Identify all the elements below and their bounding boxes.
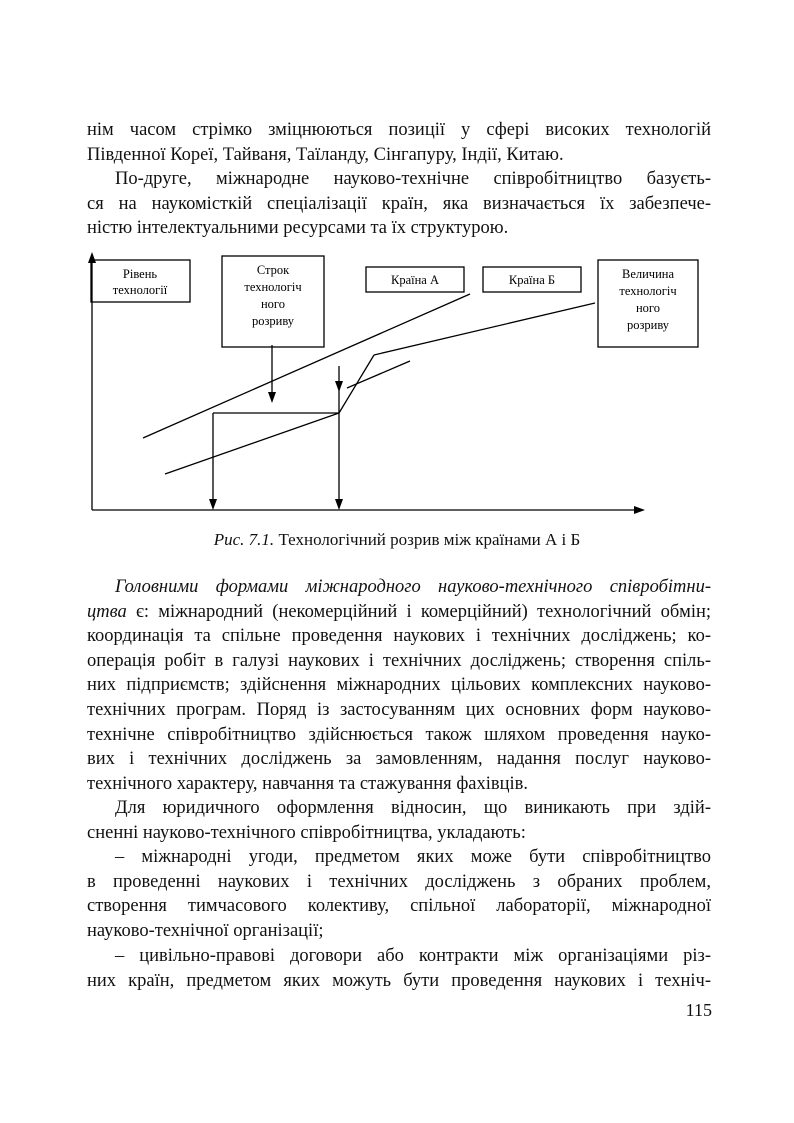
text-line: технічних програм. Поряд із застосуванням цих основних форм науково- [87, 699, 711, 720]
country-a-label: Країна А [391, 273, 439, 287]
country-b-line-upper [374, 303, 595, 355]
country-b-line-lower [165, 413, 339, 474]
page-number: 115 [685, 1000, 712, 1020]
text-line: ністю інтелектуальними ресурсами та їх структурою. [87, 218, 509, 239]
text-fragment: є: міжнародний (некомерційний і комерційний) технологічний обмін; [126, 601, 711, 622]
magnitude-box-line: розриву [626, 318, 670, 332]
text-line: технічне співробітництво здійснюється також шляхом проведення науко- [87, 724, 711, 745]
italic-lead: Головними формами міжнародного науково-технічного співробітни- [115, 577, 711, 597]
text-line: сненні науково-технічного співробітництва, укладають: [87, 822, 526, 843]
magnitude-box-line: ного [635, 301, 661, 315]
x-axis-arrowhead [634, 506, 645, 514]
magnitude-pointer-arrowhead [335, 381, 343, 392]
bullet-item-agreements [87, 845, 711, 943]
text-line: ся на наукомісткій спеціалізації країн, яка визначається їх забезпече- [87, 193, 711, 214]
country-a-line [143, 294, 470, 438]
text-line [87, 575, 711, 600]
gap-end-arrowhead [335, 499, 343, 510]
legal-paragraph [87, 796, 711, 845]
term-box-line: технологіч [244, 280, 302, 294]
second-paragraph [87, 167, 711, 241]
text-line: технічного характеру, навчання та стажування фахівців. [87, 773, 529, 794]
text-line: – міжнародні угоди, предметом яких може бути співробітництво [115, 847, 711, 867]
text-line: операція робіт в галузі наукових і технічних досліджень; створення спіль- [87, 650, 711, 671]
level-box-line: технології [112, 283, 168, 297]
text-line: нім часом стрімко зміцнюються позиції у сфері високих технологій [87, 120, 711, 140]
text-line: – цивільно-правові договори або контракти між організаціями різ- [115, 946, 711, 966]
text-line: них підприємств; здійснення міжнародних цільових комплексних науково- [87, 675, 711, 696]
figure-caption [0, 530, 794, 550]
text-line [87, 600, 711, 625]
text-line: Південної Кореї, Тайваня, Таїланду, Сінгапуру, Індії, Китаю. [87, 144, 564, 165]
text-line: вих і технічних досліджень за замовленням, надання послуг науково- [87, 749, 711, 770]
text-line: науково-технічної організації; [87, 920, 324, 941]
text-line: Для юридичного оформлення відносин, що виникають при здій- [115, 798, 711, 818]
magnitude-pointer-line [347, 361, 410, 388]
caption-text: Технологічний розрив між країнами А і Б [274, 530, 581, 549]
level-box-line: Рівень [122, 267, 158, 281]
top-paragraph [87, 118, 711, 167]
gap-start-arrowhead [209, 499, 217, 510]
country-b-label: Країна Б [508, 273, 556, 287]
term-pointer-arrowhead [268, 392, 276, 403]
y-axis-arrowhead [88, 252, 96, 263]
bullet-item-contracts [87, 944, 711, 993]
magnitude-box-line: Величина [621, 267, 675, 281]
italic-term: цтва [87, 601, 127, 622]
term-box-line: розриву [251, 314, 295, 328]
text-line: в проведенні наукових і технічних досліджень з обраних проблем, [87, 871, 711, 892]
term-box-line: Строк [256, 263, 290, 277]
text-line: них країн, предметом яких можуть бути проведення наукових і техніч- [87, 970, 711, 991]
forms-paragraph [87, 575, 711, 796]
caption-prefix: Рис. 7.1. [213, 530, 275, 549]
text-line: створення тимчасового колективу, спільної лабораторії, міжнародної [87, 896, 711, 917]
text-line: координація та спільне проведення наукових і технічних досліджень; ко- [87, 626, 711, 647]
magnitude-box-line: технологіч [619, 284, 677, 298]
term-box-line: ного [260, 297, 286, 311]
text-line: По-друге, міжнародне науково-технічне співробітництво базуєть- [115, 169, 711, 189]
technology-gap-diagram [85, 248, 710, 520]
